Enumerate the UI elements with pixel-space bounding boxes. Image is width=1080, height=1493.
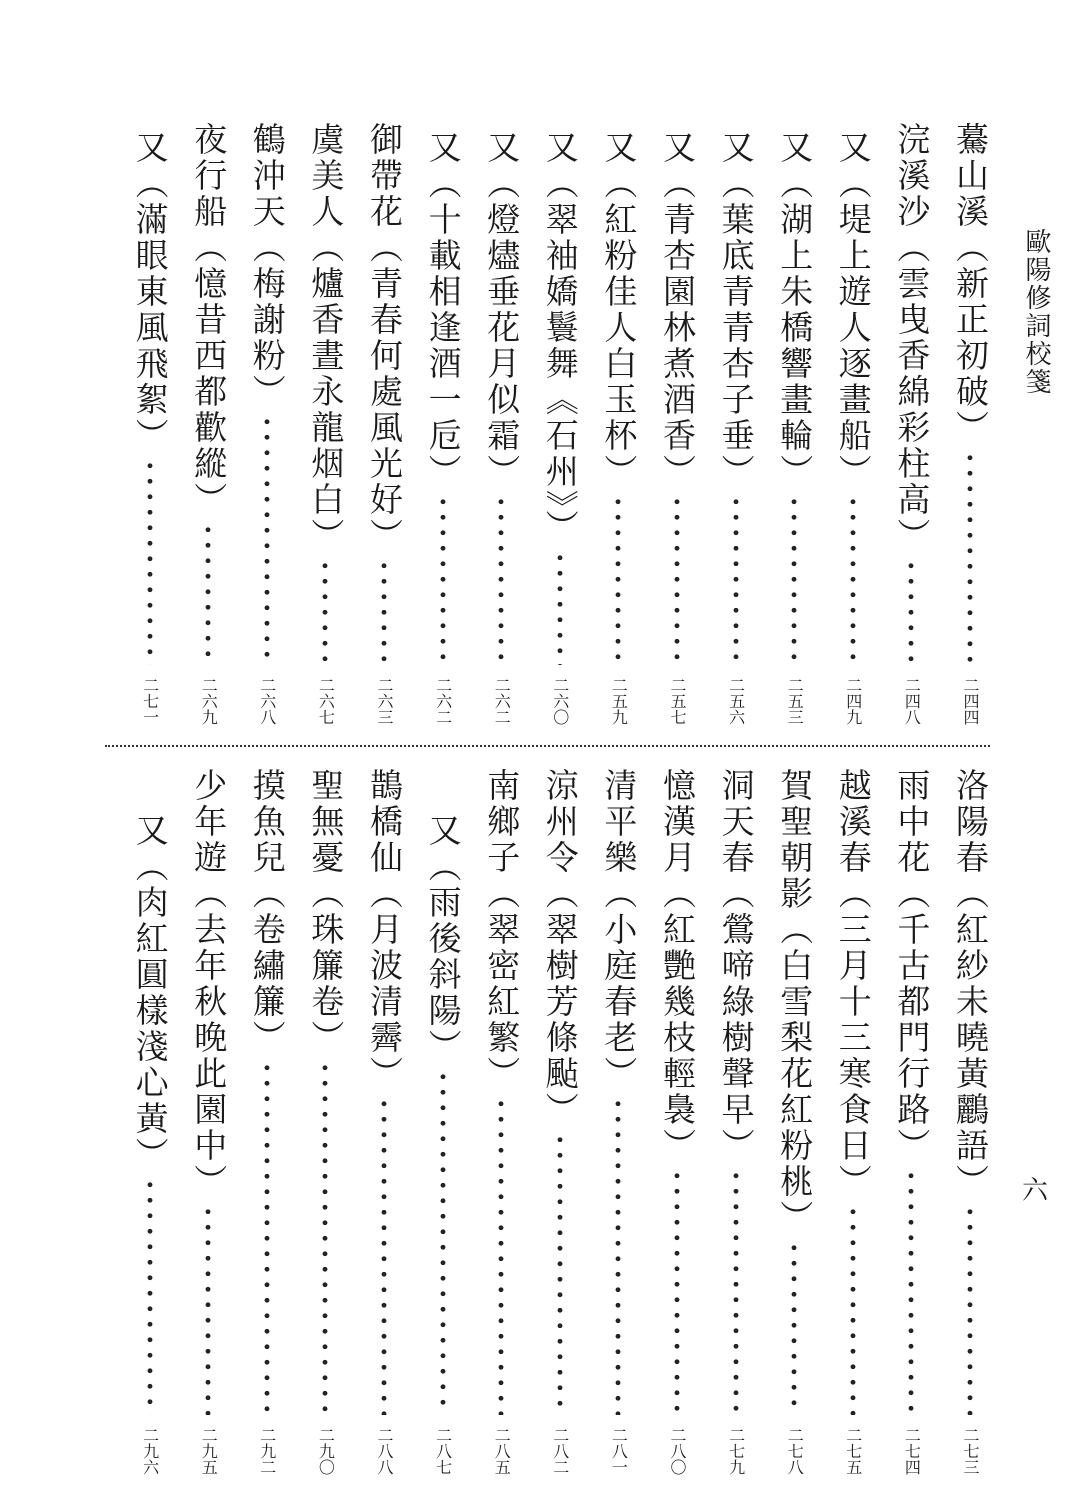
dot-leader <box>205 1204 211 1415</box>
toc-entry-page: 二七九 <box>726 1427 746 1475</box>
toc-entry[interactable] <box>657 130 697 725</box>
toc-entry-title: 聖無憂（珠簾卷） <box>306 768 346 1056</box>
toc-entry[interactable] <box>481 130 521 725</box>
toc-entry[interactable] <box>364 122 404 725</box>
toc-entry[interactable] <box>423 813 463 1475</box>
toc-entry-page: 二七一 <box>140 677 160 725</box>
dot-leader <box>147 1177 153 1415</box>
toc-entry-page: 二九六 <box>140 1427 160 1475</box>
toc-entry-title: 又（葉底青青杏子垂） <box>716 130 756 490</box>
toc-entry-page: 二九〇 <box>316 1427 336 1475</box>
toc-entry-title: 浣溪沙（雲曳香綿彩柱高） <box>892 122 932 554</box>
toc-entry-page: 二七四 <box>902 1427 922 1475</box>
toc-entry-title: 又（翠袖嬌鬟舞《石州》） <box>540 130 580 546</box>
toc-entry-page: 二八八 <box>375 1427 394 1475</box>
toc-entry-title: 虞美人（爐香晝永龍烟白） <box>306 122 346 554</box>
dot-leader <box>381 1096 387 1415</box>
toc-entry-title: 又（燈燼垂花月似霜） <box>482 130 522 490</box>
toc-entry-page: 二八二 <box>550 1427 570 1475</box>
dot-leader <box>615 1096 621 1415</box>
toc-entry-title: 又（雨後斜陽） <box>423 813 463 1065</box>
toc-entry-title: 涼州令（翠樹芳條颭） <box>540 768 580 1128</box>
toc-entry-page: 二八五 <box>492 1427 512 1475</box>
dot-leader <box>498 494 504 665</box>
toc-entry-page: 二五九 <box>609 677 629 725</box>
toc-entry-title: 又（堤上遊人逐畫船） <box>833 130 873 490</box>
toc-entry[interactable] <box>598 768 638 1475</box>
toc-entry[interactable] <box>188 768 228 1475</box>
toc-entry[interactable] <box>716 768 756 1475</box>
toc-entry-title: 憶漢月（紅艷幾枝輕裊） <box>658 768 697 1164</box>
toc-entry-page: 二六〇 <box>550 677 570 725</box>
toc-entry-title: 鶴沖天（梅謝粉） <box>247 122 287 410</box>
toc-entry-title: 御帶花（青春何處風光好） <box>365 122 404 554</box>
toc-entry-title: 驀山溪（新正初破） <box>951 122 990 446</box>
section-divider <box>105 745 990 747</box>
toc-entry[interactable] <box>774 130 814 725</box>
dot-leader <box>557 1132 563 1415</box>
dot-leader <box>557 550 563 666</box>
toc-entry-page: 二七八 <box>785 1427 805 1475</box>
toc-entry-title: 又（滿眼東風飛絮） <box>130 130 170 454</box>
toc-entry[interactable] <box>598 130 638 725</box>
toc-entry[interactable] <box>247 768 287 1475</box>
dot-leader <box>850 494 856 665</box>
toc-entry-page: 二四九 <box>843 677 863 725</box>
toc-entry-page: 二六七 <box>316 677 336 725</box>
dot-leader <box>967 1204 973 1415</box>
toc-entry[interactable] <box>188 122 228 725</box>
toc-entry[interactable] <box>130 130 170 725</box>
toc-entry-page: 二九二 <box>257 1427 277 1475</box>
dot-leader <box>908 558 914 665</box>
toc-entry-page: 二五七 <box>668 677 687 725</box>
toc-entry-page: 二六二 <box>433 677 453 725</box>
dot-leader <box>791 1240 797 1415</box>
dot-leader <box>381 558 387 665</box>
toc-entry[interactable] <box>950 768 990 1475</box>
toc-entry-page: 二六九 <box>199 677 219 725</box>
dot-leader <box>498 1096 504 1415</box>
dot-leader <box>674 494 680 665</box>
toc-entry-title: 又（紅粉佳人白玉杯） <box>599 130 639 490</box>
toc-entry[interactable] <box>833 768 873 1475</box>
toc-entry-title: 又（十載相逢酒一卮） <box>423 130 463 490</box>
toc-entry-title: 鵲橋仙（月波清霽） <box>365 768 404 1092</box>
toc-entry-page: 二六二 <box>492 677 512 725</box>
toc-entry-title: 賀聖朝影（白雪梨花紅粉桃） <box>775 768 815 1236</box>
toc-entry-page: 二五六 <box>726 677 746 725</box>
toc-entry-page: 二五三 <box>785 677 805 725</box>
toc-entry[interactable] <box>481 768 521 1475</box>
toc-entry[interactable] <box>891 122 931 725</box>
dot-leader <box>733 1168 739 1415</box>
dot-leader <box>440 1069 446 1415</box>
toc-entry-page: 二八一 <box>609 1427 629 1475</box>
toc-entry-page: 二九五 <box>199 1427 219 1475</box>
dot-leader <box>147 458 153 665</box>
toc-entry-title: 越溪春（三月十三寒食日） <box>833 768 873 1200</box>
dot-leader <box>205 522 211 665</box>
toc-entry[interactable] <box>423 130 463 725</box>
toc-entry-title: 又（肉紅圓樣淺心黃） <box>130 813 170 1173</box>
toc-entry-page: 二四四 <box>961 677 980 725</box>
dot-leader <box>440 494 446 665</box>
toc-entry[interactable] <box>540 768 580 1475</box>
toc-entry-title: 南鄉子（翠密紅繁） <box>482 768 522 1092</box>
toc-entry-page: 二六三 <box>375 677 394 725</box>
dot-leader <box>322 1060 328 1415</box>
page-number: 六 <box>1022 1176 1049 1206</box>
running-header-book-title: 歐陽修詞校箋 <box>1021 228 1051 396</box>
toc-entry-page: 二七三 <box>961 1427 980 1475</box>
toc-entry[interactable] <box>305 768 345 1475</box>
dot-leader <box>967 450 973 665</box>
toc-entry[interactable] <box>247 122 287 725</box>
toc-entry-page: 二八七 <box>433 1427 453 1475</box>
dot-leader <box>264 414 270 665</box>
toc-entry-title: 又（青杏園林煮酒香） <box>658 130 697 490</box>
toc-entry[interactable] <box>774 768 814 1475</box>
toc-entry-title: 洞天春（鶯啼綠樹聲早） <box>716 768 756 1164</box>
toc-entry-title: 清平樂（小庭春老） <box>599 768 639 1092</box>
dot-leader <box>264 1060 270 1415</box>
toc-entry[interactable] <box>305 122 345 725</box>
toc-entry[interactable] <box>657 768 697 1475</box>
toc-entry[interactable] <box>950 122 990 725</box>
toc-entry[interactable] <box>540 130 580 725</box>
dot-leader <box>733 494 739 665</box>
toc-entry[interactable] <box>716 130 756 725</box>
dot-leader <box>674 1168 680 1415</box>
toc-entry-page: 二八〇 <box>668 1427 687 1475</box>
toc-entry-title: 又（湖上朱橋響畫輪） <box>775 130 815 490</box>
toc-entry[interactable] <box>833 130 873 725</box>
dot-leader <box>791 494 797 665</box>
toc-entry-page: 二六八 <box>257 677 277 725</box>
dot-leader <box>850 1204 856 1415</box>
dot-leader <box>615 494 621 665</box>
toc-entry[interactable] <box>364 768 404 1475</box>
toc-entry[interactable] <box>891 768 931 1475</box>
toc-entry-title: 少年遊（去年秋晚此園中） <box>189 768 229 1200</box>
toc-entry-page: 二四八 <box>902 677 922 725</box>
toc-entry-title: 夜行船（憶昔西都歡縱） <box>189 122 229 518</box>
toc-entry-title: 雨中花（千古都門行路） <box>892 768 932 1164</box>
toc-entry-title: 摸魚兒（卷繡簾） <box>247 768 287 1056</box>
dot-leader <box>322 558 328 665</box>
toc-entry[interactable] <box>130 813 170 1475</box>
dot-leader <box>908 1168 914 1415</box>
toc-entry-page: 二七五 <box>843 1427 863 1475</box>
toc-entry-title: 洛陽春（紅紗未曉黃鸝語） <box>951 768 990 1200</box>
